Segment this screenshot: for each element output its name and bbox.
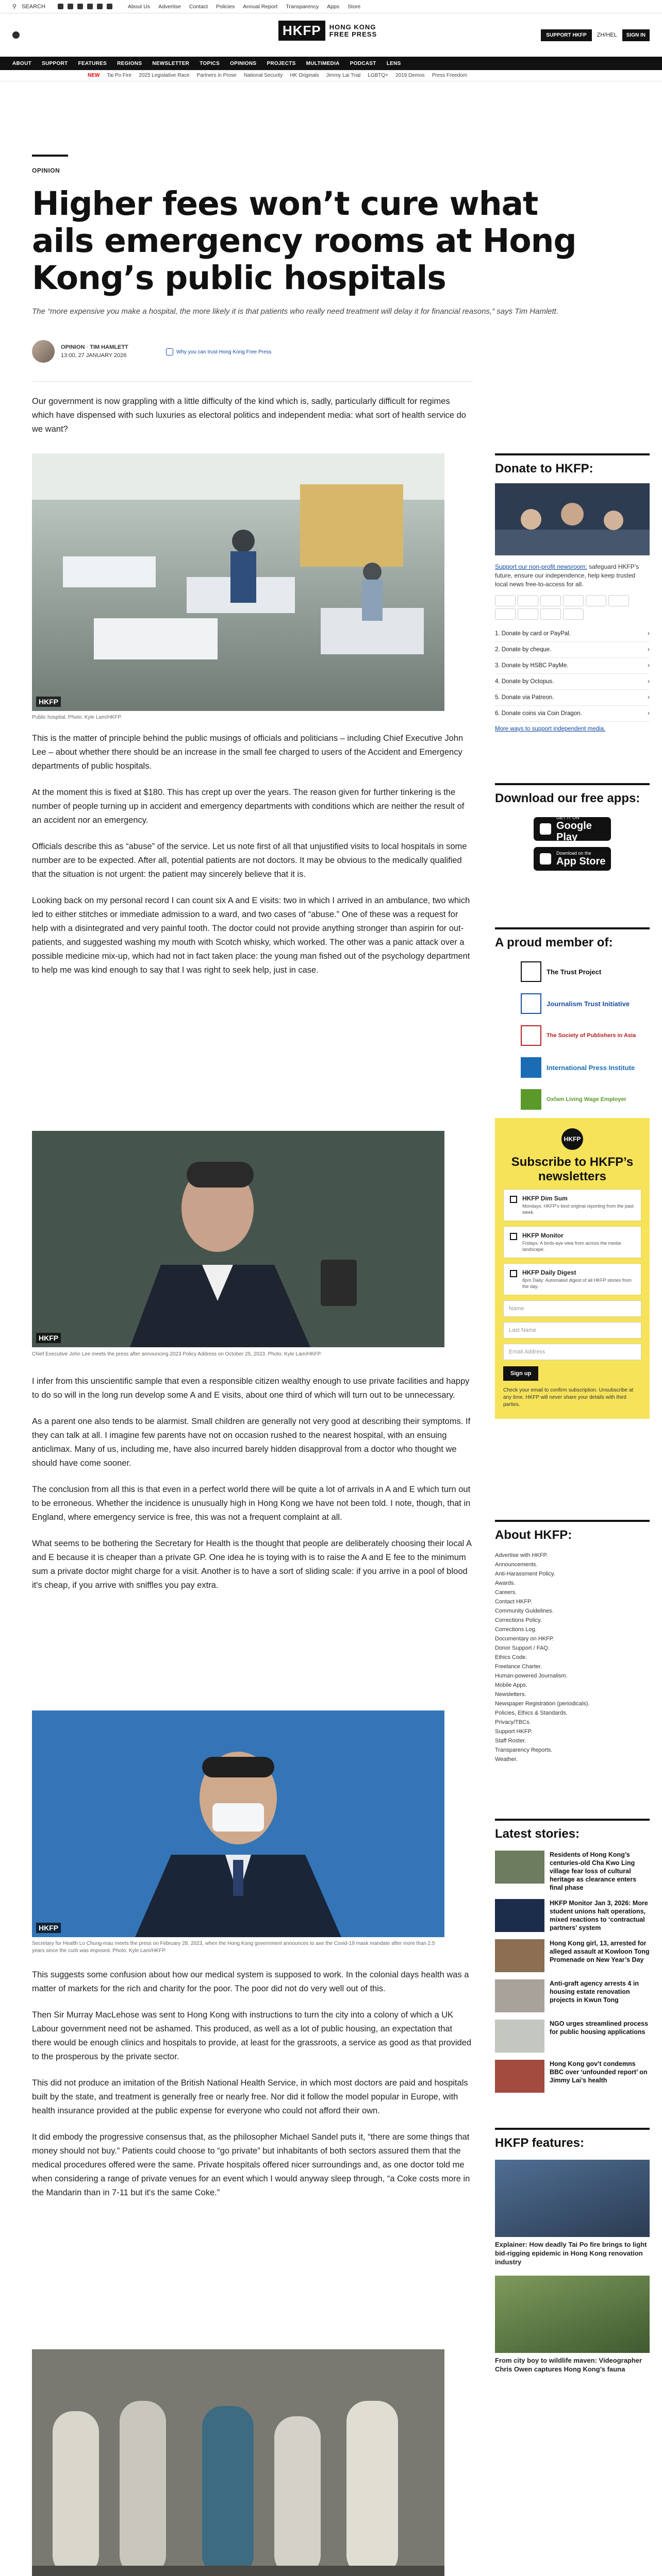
newsletter-fineprint: Check your email to confirm subscription. Unsubscribe at any time. HKFP will never share your details with third parties. xyxy=(503,1387,634,1408)
about-title: About HKFP: xyxy=(495,1520,650,1543)
menu-icon[interactable] xyxy=(12,31,20,39)
trending-item[interactable]: LGBTQ+ xyxy=(368,73,388,78)
sidebar-donate xyxy=(495,453,650,732)
trending-item[interactable]: Press Freedom xyxy=(432,73,468,78)
paragraph: It did embody the progressive consensus that, as the philosopher Michael Sandel puts it, “there are some things that money should not buy.” Patients could choose to “go private” but inhabitants of both sectors assured them that the medical procedures offered were the same. Private hospitals offered nicer surroundings and, as one doctor told me when considering a range of private venues for an event which I would anyway sleep through, “a Coke costs more in the Mandarin than in 7-11 but it's the same Coke.” xyxy=(32,2132,470,2197)
sidebar-latest xyxy=(495,1819,650,2100)
about-link[interactable]: Anti-Harassment Policy. xyxy=(495,1571,555,1577)
about-link[interactable]: Ethics Code. xyxy=(495,1654,527,1660)
paragraph: This did not produce an imitation of the British National Health Service, in which most doctors are paid and hospitals built by the state, and treatment is generally free or nearly free. Nor did it follow the model popular in Europe, with health insurance provided at the public expense for everyone who could not afford their own. xyxy=(32,2078,468,2115)
trust-link-label: Why you can trust Hong Kong Free Press xyxy=(176,349,272,355)
ipi-logo xyxy=(521,1057,541,1078)
payment-methods xyxy=(495,595,650,620)
masthead xyxy=(0,13,662,57)
medics-photo-image xyxy=(32,2349,444,2576)
paragraph: Looking back on my personal record I can count six A and E visits: two in which I arrived in an ambulance, two which led to either stitches or immediate admission to a ward, and two cases of “abuse.” One of these was a request for help with a disintegrated and very painful tooth. The doctor could not provide anything stronger than aspirin for out-patients, and suggested washing my mouth with Scotch whisky, which worked. The other was a panic attack over a possible medicine mix-up, which had not in fact taken place: the young man fished out of the psychology department to help me was kind enough to say that I was right to seek help, just in case. xyxy=(32,896,470,975)
about-link[interactable]: Careers. xyxy=(495,1589,517,1596)
topbar-link-transparency[interactable]: Transparency xyxy=(286,3,319,10)
about-list xyxy=(495,1551,650,1764)
utility-bar xyxy=(0,0,662,13)
about-link[interactable]: Announcements. xyxy=(495,1562,538,1568)
about-link[interactable]: Policies, Ethics & Standards. xyxy=(495,1710,568,1716)
topbar-link-about[interactable]: About Us xyxy=(127,3,151,10)
bank-icon xyxy=(518,608,538,620)
feature-image xyxy=(495,2160,650,2237)
article-headline: Higher fees won’t cure what ails emergency rooms at Hong Kong’s public hospitals xyxy=(32,185,576,297)
article-body-4 xyxy=(32,1968,473,2212)
trust-link[interactable] xyxy=(166,348,272,355)
story-thumbnail xyxy=(495,1979,544,2012)
donate-option[interactable]: 6. Donate coins via Coin Dragon. › xyxy=(495,706,650,722)
topbar-link-contact[interactable]: Contact xyxy=(189,3,208,10)
chevron-right-icon: › xyxy=(648,647,650,653)
latest-story[interactable]: HKFP Monitor Jan 3, 2026: More student unions halt operations, mixed reactions to ‘contractual partners’ system xyxy=(495,1899,650,1932)
language-toggle[interactable]: ZH/HEL xyxy=(597,32,617,38)
member-oxfam[interactable]: Oxfam Living Wage Employer xyxy=(521,1089,650,1110)
nav-opinions[interactable]: OPINIONS xyxy=(230,60,257,66)
social-icons xyxy=(58,4,112,9)
about-link[interactable]: Newsletters. xyxy=(495,1691,526,1698)
topbar-link-policies[interactable]: Policies xyxy=(216,3,235,10)
checkbox[interactable] xyxy=(510,1233,517,1240)
twitter-icon[interactable] xyxy=(58,4,63,9)
member-sopa[interactable]: The Society of Publishers in Asia xyxy=(521,1025,650,1046)
newsletter-option-digest[interactable]: HKFP Daily Digest 8pm Daily: Automated digest of all HKFP stories from the day. xyxy=(503,1263,641,1295)
name-field[interactable]: Name xyxy=(503,1300,641,1317)
search-icon[interactable]: ⚲ xyxy=(12,4,17,10)
site-logo[interactable] xyxy=(278,21,377,41)
support-button[interactable]: SUPPORT HKFP xyxy=(541,29,591,41)
chevron-right-icon: › xyxy=(648,694,650,701)
about-link[interactable]: Transparency Reports. xyxy=(495,1747,553,1753)
donate-option[interactable]: 4. Donate by Octopus. › xyxy=(495,674,650,690)
article-body-1 xyxy=(32,395,473,449)
header-divider xyxy=(32,381,473,382)
trending-new-label: NEW xyxy=(88,73,100,78)
trending-item[interactable]: Partners in Prose xyxy=(196,73,237,78)
sidebar-apps xyxy=(495,783,650,871)
trending-item[interactable]: HK Originals xyxy=(290,73,319,78)
feature-story[interactable]: From city boy to wildlife maven: Videographer Chris Owen captures Hong Kong’s fauna xyxy=(495,2276,650,2374)
google-play-icon xyxy=(540,823,551,835)
story-thumbnail xyxy=(495,2020,544,2053)
latest-story[interactable]: Residents of Hong Kong’s centuries-old Cha Kwo Ling village fear loss of cultural heritage as clearance enters final phase xyxy=(495,1851,650,1892)
patreon-icon xyxy=(495,608,516,620)
topbar-link-advertise[interactable]: Advertise xyxy=(158,3,181,10)
byline-author[interactable]: TIM HAMLETT xyxy=(90,344,128,350)
visa-icon xyxy=(518,595,538,606)
newsletter-box xyxy=(495,1118,650,1419)
shield-icon xyxy=(166,348,173,355)
email-field[interactable]: Email Address xyxy=(503,1344,641,1360)
photo-caption: Secretary for Health Lo Chung-mau meets the press on February 28, 2023, when the Hong Kong government announces to axe the Covid-19 mask mandate after more than 2.5 years since the curb was imposed. Photo: Kyle Lam/HKFP. xyxy=(32,1941,435,1954)
latest-story[interactable]: Anti-graft agency arrests 4 in housing estate renovation projects in Kwun Tong xyxy=(495,1979,650,2012)
section-label[interactable]: OPINION xyxy=(32,167,60,174)
coin-icon xyxy=(540,608,561,620)
logo-mark: HKFP xyxy=(278,21,325,41)
last-name-field[interactable]: Last Name xyxy=(503,1322,641,1338)
nav-newsletter[interactable]: NEWSLETTER xyxy=(152,60,190,66)
apple-icon xyxy=(540,853,551,865)
about-link[interactable]: Weather. xyxy=(495,1756,518,1762)
about-link[interactable]: Community Guidelines. xyxy=(495,1608,554,1614)
jti-logo xyxy=(521,993,541,1014)
sign-up-button[interactable]: Sign up xyxy=(503,1366,538,1381)
chevron-right-icon: › xyxy=(648,663,650,669)
trending-item[interactable]: 2025 Legislative Race xyxy=(139,73,190,78)
member-title: A proud member of: xyxy=(495,927,650,950)
member-jti[interactable]: Journalism Trust Initiative xyxy=(521,993,650,1014)
checkbox[interactable] xyxy=(510,1270,517,1277)
photo-caption: Chief Executive John Lee meets the press after announcing 2023 Policy Address on October 25, 2023. Photo: Kyle Lam/HKFP. xyxy=(32,1351,322,1357)
nav-projects[interactable]: PROJECTS xyxy=(267,60,296,66)
photo-medics xyxy=(32,2349,444,2576)
sidebar-features xyxy=(495,2128,650,2383)
donate-photo xyxy=(495,483,650,555)
byline-prefix: OPINION xyxy=(61,344,85,350)
youtube-icon[interactable] xyxy=(87,4,93,9)
photo-watermark: HKFP xyxy=(36,1923,61,1933)
about-link[interactable]: Freelance Charter. xyxy=(495,1664,542,1670)
photo-hospital xyxy=(32,453,444,711)
story-thumbnail xyxy=(495,1851,544,1884)
apps-title: Download our free apps: xyxy=(495,783,650,806)
about-link[interactable]: Privacy/TBCs. xyxy=(495,1719,531,1725)
john-lee-photo-image xyxy=(32,1131,444,1347)
paragraph: The conclusion from all this is that even in a perfect world there will be quite a lot of arrivals in A and E which turn out to be erroneous. Whether the incidence is unusually high in Hong Kong we have not been told. I note, though, that in England, where emergency service is free, this was not a frequent complaint at all. xyxy=(32,1485,471,1522)
donate-title: Donate to HKFP: xyxy=(495,453,650,476)
newsletter-title: Subscribe to HKFP’s newsletters xyxy=(511,1155,634,1183)
payme-icon xyxy=(586,595,606,606)
google-play-button[interactable]: GET IT ON Google Play xyxy=(534,817,611,841)
trust-project-logo xyxy=(521,961,541,982)
hospital-photo-image xyxy=(32,453,444,711)
newsletter-option-dimsum[interactable]: HKFP Dim Sum Mondays: HKFP’s best original reporting from the past week. xyxy=(503,1189,641,1221)
donate-body: safeguard HKFP’s future, ensure our independence, help keep trusted local news free-to-access for all. xyxy=(495,563,639,588)
lo-chung-mau-photo-image xyxy=(32,1710,444,1937)
paragraph: This suggests some confusion about how our medical system is supposed to work. In the colonial days health was a matter of markets for the rich and charity for the poor. The poor did not do very well out of this. xyxy=(32,1970,469,1993)
latest-story[interactable]: Hong Kong girl, 13, arrested for alleged assault at Kowloon Tong Promenade on New Year’s Day xyxy=(495,1939,650,1972)
oxfam-logo xyxy=(521,1089,541,1110)
about-link[interactable]: Human-powered Journalism. xyxy=(495,1673,568,1679)
photo-watermark: HKFP xyxy=(36,1333,61,1343)
paragraph: Our government is now grappling with a little difficulty of the kind which is, sadly, particularly difficult for regimes which have dispensed with such luxuries as electoral politics and independent media: what sort of health service do we want? xyxy=(32,397,466,434)
donate-more-link[interactable]: More ways to support independent media. xyxy=(495,726,606,732)
trending-item[interactable]: Tai Po Fire xyxy=(107,73,132,78)
donate-option[interactable]: 5. Donate via Patreon. › xyxy=(495,690,650,706)
checkbox[interactable] xyxy=(510,1196,517,1203)
sidebar-members xyxy=(495,927,650,1121)
photo-caption: Public hospital. Photo: Kyle Lam/HKFP. xyxy=(32,715,122,720)
amex-icon xyxy=(540,595,561,606)
about-link[interactable]: Advertise with HKFP. xyxy=(495,1552,548,1558)
donate-photo-image xyxy=(495,483,650,555)
about-link[interactable]: Support HKFP. xyxy=(495,1728,533,1735)
nav-topics[interactable]: TOPICS xyxy=(200,60,220,66)
topbar-link-annual-report[interactable]: Annual Report xyxy=(243,3,278,10)
member-ipi[interactable]: International Press Institute xyxy=(521,1057,650,1078)
logo-line2: FREE PRESS xyxy=(329,30,377,38)
article-standfirst: The “more expensive you make a hospital, the more likely it is that patients who really need treatment will delay it for financial reasons,” says Tim Hamlett. xyxy=(32,307,559,316)
search-link[interactable]: SEARCH xyxy=(22,3,45,10)
chevron-right-icon: › xyxy=(648,631,650,637)
latest-story[interactable]: Hong Kong gov’t condemns BBC over ‘unfounded report’ on Jimmy Lai’s health xyxy=(495,2060,650,2093)
paragraph: As a parent one also tends to be alarmist. Small children are generally not very good at describing their symptoms. If they can talk at all. I imagine few parents have not on occasion rushed to the nearest hospital, with an ensuing anticlimax. Many of us, including me, have also incurred barely hidden disapproval from a doctor who thought we should have come sooner. xyxy=(32,1417,471,1468)
donate-text xyxy=(495,563,650,589)
cheque-icon xyxy=(563,608,584,620)
topbar-link-apps[interactable]: Apps xyxy=(327,3,340,10)
linkedin-icon[interactable] xyxy=(107,4,112,9)
about-link[interactable]: Staff Roster. xyxy=(495,1738,526,1744)
latest-title: Latest stories: xyxy=(495,1819,650,1841)
byline: OPINION · TIM HAMLETT 13:00, 27 JANUARY 2026 xyxy=(32,340,128,363)
photo-john-lee xyxy=(32,1131,444,1347)
donate-options xyxy=(495,626,650,722)
paragraph: What seems to be bothering the Secretary for Health is the thought that people are deliberately choosing their local A and E because it is cheaper than a private GP. One idea he is toying with is to raise the A and E fee to the minimum sum a private doctor might charge for a visit. Another is to have a sort of sliding scale: if you arrive in a pool of blood it's cheap, if you arrive with sniffles you pay extra. xyxy=(32,1539,472,1590)
donate-option[interactable]: 1. Donate by card or PayPal. › xyxy=(495,626,650,642)
nav-regions[interactable]: REGIONS xyxy=(117,60,142,66)
logo-line1: HONG KONG xyxy=(329,23,376,31)
about-link[interactable]: Donor Support / FAQ. xyxy=(495,1645,550,1651)
paragraph: Officials describe this as “abuse” of the service. Let us note first of all that unjustified visits to local hospitals in some number are to be expected. After all, potential patients are not doctors. It may be obvious to the medically qualified that the situation is not urgent: the patient may sincerely believe that it is. xyxy=(32,842,467,879)
threads-icon[interactable] xyxy=(97,4,103,9)
sopa-logo xyxy=(521,1025,541,1046)
story-thumbnail xyxy=(495,2060,544,2093)
trending-bar xyxy=(0,70,662,81)
donate-option[interactable]: 2. Donate by cheque. › xyxy=(495,642,650,658)
newsletter-option-monitor[interactable]: HKFP Monitor Fridays: A birds-eye view from across the media landscape. xyxy=(503,1226,641,1258)
app-store-button[interactable]: Download on the App Store xyxy=(534,847,611,871)
nav-support[interactable]: SUPPORT xyxy=(42,60,68,66)
paypal-icon xyxy=(563,595,584,606)
sidebar-about xyxy=(495,1520,650,1764)
story-thumbnail xyxy=(495,1939,544,1972)
paragraph: I infer from this unscientific sample that even a responsible citizen wealthy enough to use private facilities and happy to do so will in the long run develop some A and E visits, about one third of which will turn out to be unnecessary. xyxy=(32,1377,470,1400)
nav-lens[interactable]: LENS xyxy=(386,60,401,66)
latest-story[interactable]: NGO urges streamlined process for public housing applications xyxy=(495,2020,650,2053)
trending-item[interactable]: National Security xyxy=(243,73,283,78)
newsletter-logo: HKFP xyxy=(561,1128,583,1150)
nav-multimedia[interactable]: MULTIMEDIA xyxy=(306,60,340,66)
about-link[interactable]: Corrections Policy. xyxy=(495,1617,542,1623)
nav-features[interactable]: FEATURES xyxy=(78,60,107,66)
chevron-right-icon: › xyxy=(648,710,650,717)
member-trust-project[interactable]: The Trust Project xyxy=(521,961,650,982)
article-body-3 xyxy=(32,1375,473,1605)
about-link[interactable]: Contact HKFP. xyxy=(495,1599,532,1605)
chevron-right-icon: › xyxy=(648,679,650,685)
trending-item[interactable]: Jimmy Lai Trial xyxy=(326,73,361,78)
about-link[interactable]: Newspaper Registration (periodicals). xyxy=(495,1701,590,1707)
about-link[interactable]: Documentary on HKFP. xyxy=(495,1636,554,1642)
paragraph: This is the matter of principle behind the public musings of officials and politicians – including Chief Executive John Lee – about whether there should be an increase in the small fee charged to users of the Accident and Emergency departments of public hospitals. xyxy=(32,734,464,771)
main-nav xyxy=(0,57,662,70)
feature-story[interactable]: Explainer: How deadly Tai Po fire brings to light bid-rigging epidemic in Hong Kong renovation industry xyxy=(495,2160,650,2266)
mastercard-icon xyxy=(495,595,516,606)
photo-watermark: HKFP xyxy=(36,697,61,707)
topbar-link-store[interactable]: Store xyxy=(347,3,361,10)
about-link[interactable]: Mobile Apps. xyxy=(495,1682,527,1688)
section-rule xyxy=(32,155,68,157)
feature-image xyxy=(495,2276,650,2353)
sign-in-button[interactable]: SIGN IN xyxy=(622,29,650,41)
features-title: HKFP features: xyxy=(495,2128,650,2150)
paragraph: Then Sir Murray MacLehose was sent to Hong Kong with instructions to turn the city into a colony of which a UK Labour government need not be ashamed. This produced, as well as a lot of public housing, an expectation that there would be enough clinics and hospitals to provide, at least for the grassroots, a service as good as that provided to the prosperous by the private sector. xyxy=(32,2010,472,2061)
trending-item[interactable]: 2019 Demos xyxy=(395,73,425,78)
nav-podcast[interactable]: PODCAST xyxy=(350,60,376,66)
donate-option[interactable]: 3. Donate by HSBC PayMe. › xyxy=(495,658,650,674)
article-body-2 xyxy=(32,732,473,990)
facebook-icon[interactable] xyxy=(68,4,73,9)
about-link[interactable]: Corrections Log. xyxy=(495,1626,537,1633)
paragraph: At the moment this is fixed at $180. This has crept up over the years. The reason given for further tinkering is the number of people turning up in accident and emergency departments with conditions which are neither the result of an accident nor an emergency. xyxy=(32,788,465,825)
octopus-icon xyxy=(608,595,629,606)
author-avatar[interactable] xyxy=(32,340,55,363)
nav-about[interactable]: ABOUT xyxy=(12,60,32,66)
byline-date: 13:00, 27 JANUARY 2026 xyxy=(61,352,127,359)
instagram-icon[interactable] xyxy=(77,4,83,9)
story-thumbnail xyxy=(495,1899,544,1932)
photo-lo-chung-mau xyxy=(32,1710,444,1937)
donate-link[interactable]: Support our non-profit newsroom: xyxy=(495,563,587,570)
about-link[interactable]: Awards. xyxy=(495,1580,516,1586)
